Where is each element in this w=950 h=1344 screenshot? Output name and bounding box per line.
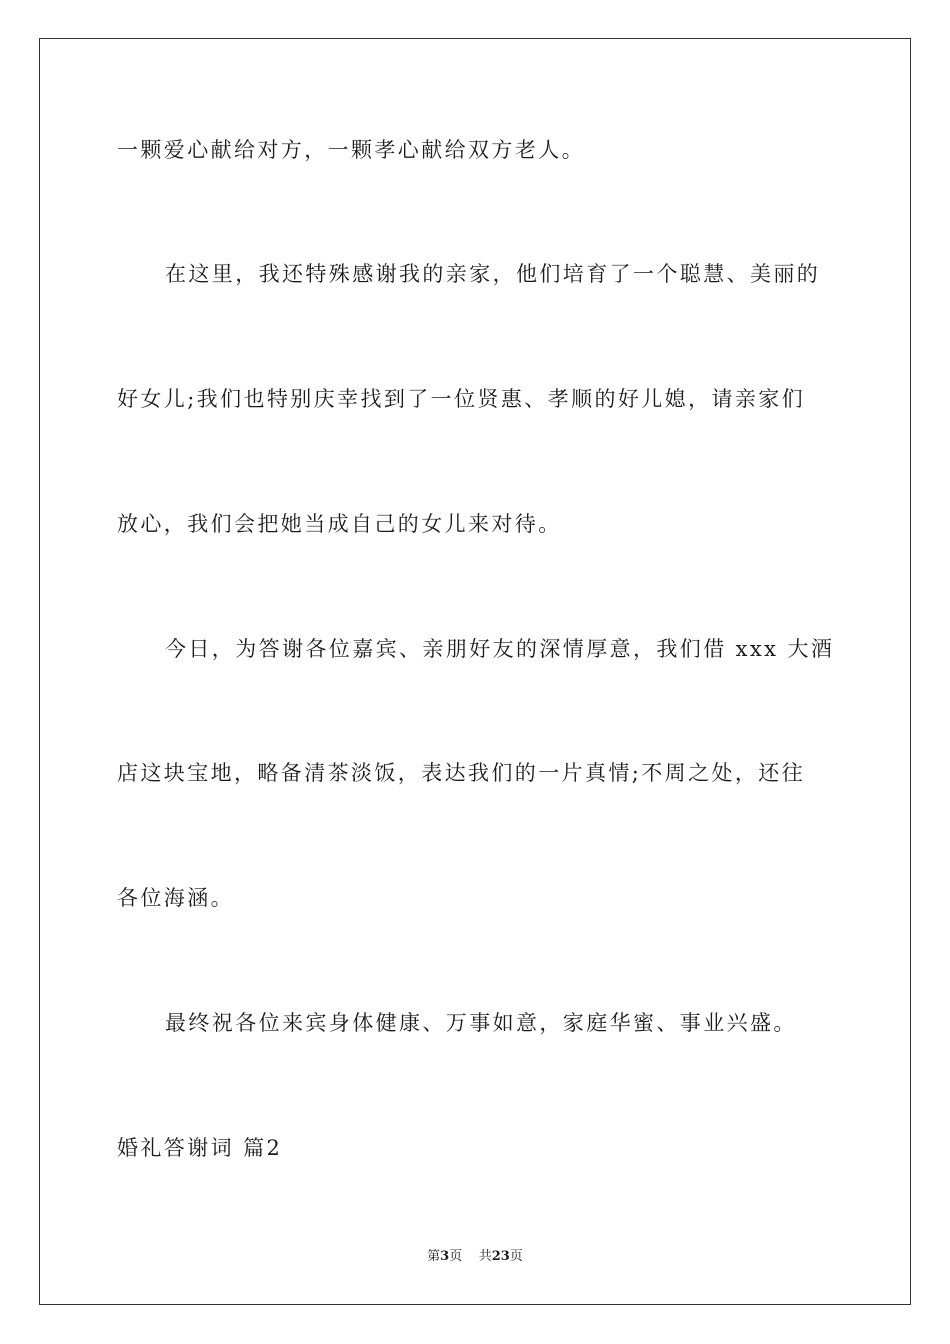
- total-pages: 23: [491, 1249, 510, 1264]
- section-heading: 婚礼答谢词 篇2: [117, 1136, 283, 1160]
- page-suffix: 页: [449, 1249, 463, 1264]
- paragraph-line: 店这块宝地，略备清茶淡饭，表达我们的一片真情;不周之处，还往: [117, 761, 806, 785]
- paragraph-line: 各位海涵。: [117, 886, 234, 910]
- page-footer: [0, 1248, 950, 1266]
- page-border: [39, 38, 911, 1305]
- paragraph-line: 在这里，我还特殊感谢我的亲家，他们培育了一个聪慧、美丽的: [165, 262, 821, 286]
- paragraph-line: 最终祝各位来宾身体健康、万事如意，家庭华蜜、事业兴盛。: [165, 1011, 797, 1035]
- page-number: 3: [440, 1249, 450, 1264]
- paragraph-line: 一颗爱心献给对方，一颗孝心献给双方老人。: [117, 138, 585, 162]
- total-prefix: 共: [478, 1249, 492, 1264]
- paragraph-line: 放心，我们会把她当成自己的女儿来对待。: [117, 512, 562, 536]
- total-suffix: 页: [509, 1249, 523, 1264]
- paragraph-line: 今日，为答谢各位嘉宾、亲朋好友的深情厚意，我们借 xxx 大酒: [165, 637, 835, 661]
- page-prefix: 第: [427, 1249, 441, 1264]
- paragraph-line: 好女儿;我们也特别庆幸找到了一位贤惠、孝顺的好儿媳，请亲家们: [117, 387, 806, 411]
